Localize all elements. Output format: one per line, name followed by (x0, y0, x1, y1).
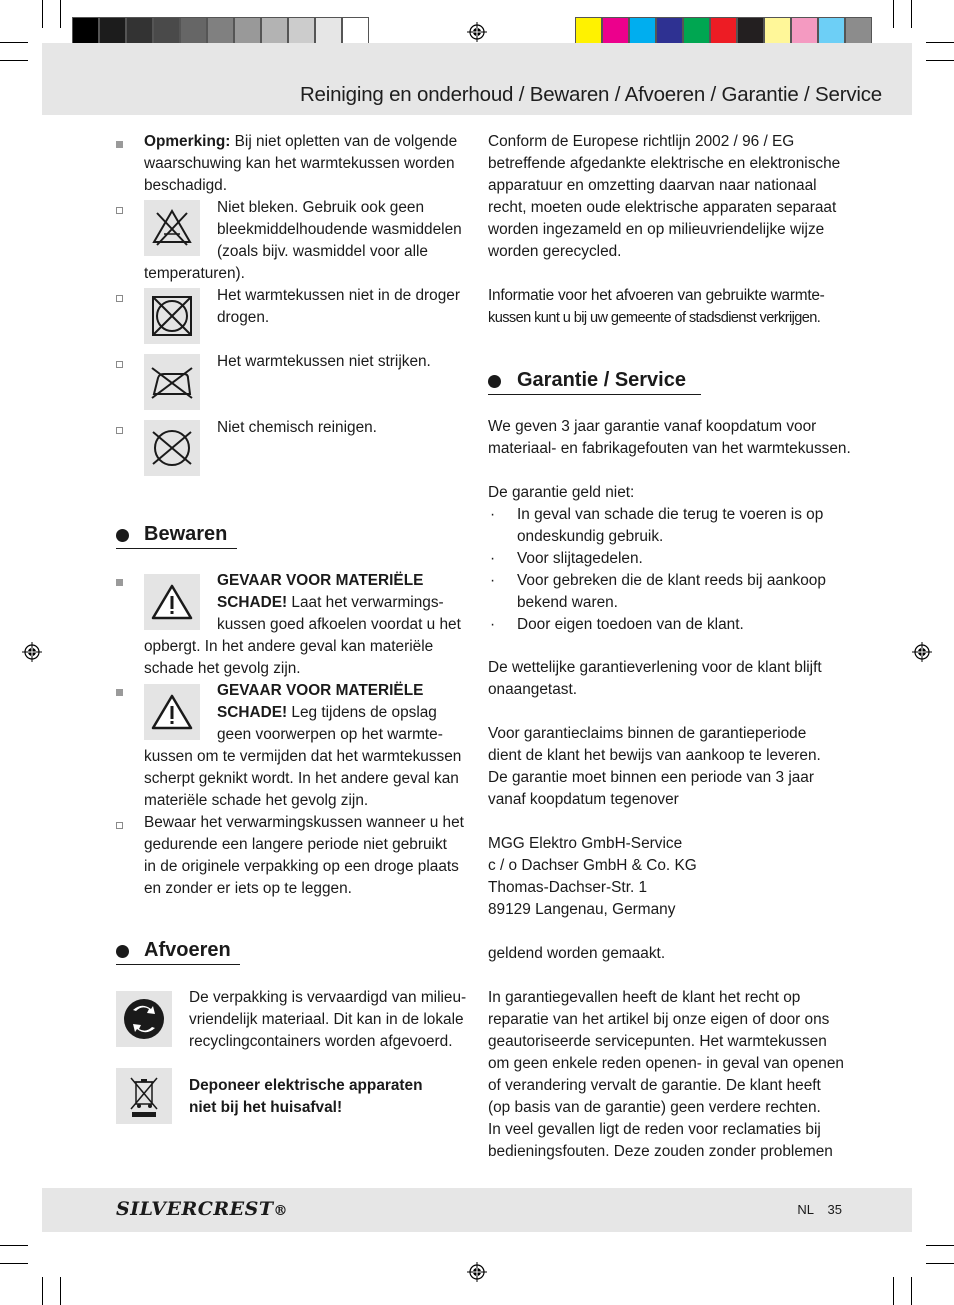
text-line: worden gerecycled. (488, 243, 622, 260)
text-line: reparatie van het artikel bij onze eigen of door ons (488, 1011, 830, 1028)
text-line: Voor garantieclaims binnen de garantieperiode (488, 725, 807, 742)
weee-line: niet bij het huisafval! (189, 1099, 343, 1116)
care-text: Het warmtekussen niet in de droger (217, 287, 460, 304)
text-line: vanaf koopdatum tegenover (488, 791, 679, 808)
warning-line: geen voorwerpen op het warmte- (217, 726, 443, 743)
text-line: bekend waren. (517, 594, 618, 611)
text-line: Voor gebreken die de klant reeds bij aankoop (517, 572, 826, 589)
heading-underline (488, 394, 701, 395)
checkbox-bullet (116, 295, 123, 302)
color-swatch (791, 17, 818, 45)
color-swatch (126, 17, 153, 45)
text-line: onaangetast. (488, 681, 577, 698)
care-text: drogen. (217, 309, 270, 326)
registration-mark-icon (912, 642, 932, 662)
text-line: De garantie geld niet: (488, 484, 635, 501)
color-swatch (629, 17, 656, 45)
crop-mark (60, 1277, 61, 1305)
checkbox-bullet (116, 207, 123, 214)
warning-line: materiële schade het gevolg zijn. (144, 792, 369, 809)
color-swatch (602, 17, 629, 45)
text-line: In geval van schade die terug te voeren is op (517, 506, 824, 523)
color-swatch (315, 17, 342, 45)
language-code: NL (797, 1202, 814, 1217)
green-dot-recycling-icon (116, 991, 172, 1047)
page-number: 35 (827, 1202, 842, 1217)
section-dot-icon (116, 529, 129, 542)
text-line: De wettelijke garantieverlening voor de klant blijft (488, 659, 822, 676)
text-line: bedieningsfouten. Deze zouden zonder problemen (488, 1143, 833, 1160)
storage-line: gedurende een langere periode niet gebruikt (144, 836, 447, 853)
color-swatch (683, 17, 710, 45)
heading-underline (116, 548, 237, 549)
crop-mark (926, 1263, 954, 1264)
crop-mark (926, 1245, 954, 1246)
color-swatch (234, 17, 261, 45)
packaging-line: De verpakking is vervaardigd van milieu- (189, 989, 467, 1006)
color-swatch (72, 17, 99, 45)
list-bullet: · (490, 616, 496, 633)
text-line: In garantiegevallen heeft de klant het recht op (488, 989, 801, 1006)
text-line: Thomas-Dachser-Str. 1 (488, 879, 648, 896)
text-line: apparatuur en omzetting daarvan naar nationaal (488, 177, 817, 194)
no-dry-clean-icon (144, 420, 200, 476)
text-line: (op basis van de garantie) geen verdere rechten. (488, 1099, 821, 1116)
page-title: Reiniging en onderhoud / Bewaren / Afvoeren / Garantie / Service (299, 83, 882, 106)
warning-line: scherpt geknikt wordt. In het andere geval kan (144, 770, 459, 787)
care-text: temperaturen). (144, 265, 245, 282)
section-dot-icon (488, 375, 501, 388)
color-swatch (737, 17, 764, 45)
note-line: beschadigd. (144, 177, 228, 194)
crop-mark (60, 0, 61, 28)
crop-mark (926, 42, 954, 43)
crop-mark (911, 0, 912, 28)
warning-line: kussen om te vermijden dat het warmtekussen (144, 748, 462, 765)
text-line: De garantie moet binnen een periode van 3 jaar (488, 769, 814, 786)
text-line: om geen enkele reden openen- in geval van openen (488, 1055, 844, 1072)
text-line: ondeskundig gebruik. (517, 528, 664, 545)
note-label: Opmerking: (144, 133, 231, 150)
warning-heading: GEVAAR VOOR MATERIËLE (217, 572, 424, 589)
section-heading-garantie: Garantie / Service (517, 369, 686, 391)
list-bullet: · (490, 572, 496, 589)
crop-mark (893, 0, 894, 28)
checkbox-bullet (116, 822, 123, 829)
warning-line: SCHADE! Leg tijdens de opslag (217, 704, 437, 721)
crop-mark (42, 0, 43, 28)
text-line: materiaal- en fabrikagefouten van het warmtekussen. (488, 440, 851, 457)
no-tumble-dry-icon (144, 288, 200, 344)
list-bullet (116, 579, 123, 586)
section-heading-afvoeren: Afvoeren (144, 939, 231, 961)
warning-triangle-icon (144, 684, 200, 740)
text-line: Door eigen toedoen van de klant. (517, 616, 744, 633)
section-dot-icon (116, 945, 129, 958)
color-swatch (818, 17, 845, 45)
list-bullet: · (490, 506, 496, 523)
storage-line: in de originele verpakking op een droge plaats (144, 858, 459, 875)
text-line: betreffende afgedankte elektrische en elektronische (488, 155, 841, 172)
text-line: of verandering vervalt de garantie. De klant heeft (488, 1077, 821, 1094)
checkbox-bullet (116, 427, 123, 434)
heading-underline (116, 964, 240, 965)
care-text: Niet chemisch reinigen. (217, 419, 377, 436)
warning-line: schade het gevolg zijn. (144, 660, 301, 677)
crop-mark (0, 42, 28, 43)
color-swatch (180, 17, 207, 45)
text-line: We geven 3 jaar garantie vanaf koopdatum voor (488, 418, 817, 435)
color-swatch (99, 17, 126, 45)
no-iron-icon (144, 354, 200, 410)
text-line: geautoriseerde servicepunten. Het warmtekussen (488, 1033, 827, 1050)
care-text: Het warmtekussen niet strijken. (217, 353, 431, 370)
color-swatch (207, 17, 234, 45)
registration-mark-icon (467, 1262, 487, 1282)
text-line: Informatie voor het afvoeren van gebruikte warmte- (488, 287, 825, 304)
storage-line: en zonder er iets op te leggen. (144, 880, 352, 897)
weee-line: Deponeer elektrische apparaten (189, 1077, 423, 1094)
care-text: (zoals bijv. wasmiddel voor alle (217, 243, 428, 260)
text-line: Voor slijtagedelen. (517, 550, 643, 567)
list-bullet (116, 689, 123, 696)
warning-heading: GEVAAR VOOR MATERIËLE (217, 682, 424, 699)
crop-mark (0, 1245, 28, 1246)
text-line: Conform de Europese richtlijn 2002 / 96 / EG (488, 133, 795, 150)
text-line: 89129 Langenau, Germany (488, 901, 676, 918)
warning-triangle-icon (144, 574, 200, 630)
text-line: c / o Dachser GmbH & Co. KG (488, 857, 697, 874)
text-line: worden ingezameld en op milieuvriendelijke wijze (488, 221, 825, 238)
no-bleach-icon (144, 200, 200, 256)
care-text: Niet bleken. Gebruik ook geen (217, 199, 425, 216)
packaging-line: recyclingcontainers worden afgevoerd. (189, 1033, 453, 1050)
color-swatch (153, 17, 180, 45)
color-swatch (845, 17, 872, 45)
brand-logo: SILVERCREST® (116, 1198, 288, 1220)
registration-mark-icon (467, 22, 487, 42)
list-bullet (116, 141, 123, 148)
warning-line: kussen goed afkoelen voordat u het (217, 616, 461, 633)
storage-line: Bewaar het verwarmingskussen wanneer u het (144, 814, 464, 831)
crop-mark (0, 1263, 28, 1264)
registration-mark-icon (22, 642, 42, 662)
color-swatch (288, 17, 315, 45)
crop-mark (893, 1277, 894, 1305)
crop-mark (0, 60, 28, 61)
list-bullet: · (490, 550, 496, 567)
note-line: waarschuwing kan het warmtekussen worden (144, 155, 455, 172)
checkbox-bullet (116, 361, 123, 368)
text-line: geldend worden gemaakt. (488, 945, 666, 962)
color-swatch (764, 17, 791, 45)
warning-line: SCHADE! Laat het verwarmings- (217, 594, 444, 611)
crop-mark (42, 1277, 43, 1305)
color-swatch (575, 17, 602, 45)
text-line: In veel gevallen ligt de reden voor reclamaties bij (488, 1121, 821, 1138)
crop-mark (911, 1277, 912, 1305)
note-line: Opmerking: Bij niet opletten van de volgende (144, 133, 458, 150)
weee-bin-icon (116, 1068, 172, 1124)
color-swatch (342, 17, 369, 45)
text-line: dient de klant het bewijs van aankoop te leveren. (488, 747, 821, 764)
crop-mark (926, 60, 954, 61)
color-swatch (261, 17, 288, 45)
color-swatch (710, 17, 737, 45)
packaging-line: vriendelijk materiaal. Dit kan in de lokale (189, 1011, 464, 1028)
color-swatch (656, 17, 683, 45)
text-line: kussen kunt u bij uw gemeente of stadsdienst verkrijgen. (488, 310, 821, 326)
warning-line: opbergt. In het andere geval kan materiële (144, 638, 434, 655)
section-heading-bewaren: Bewaren (144, 523, 228, 545)
text-line: MGG Elektro GmbH-Service (488, 835, 683, 852)
care-text: bleekmiddelhoudende wasmiddelen (217, 221, 462, 238)
text-line: recht, moeten oude elektrische apparaten separaat (488, 199, 837, 216)
